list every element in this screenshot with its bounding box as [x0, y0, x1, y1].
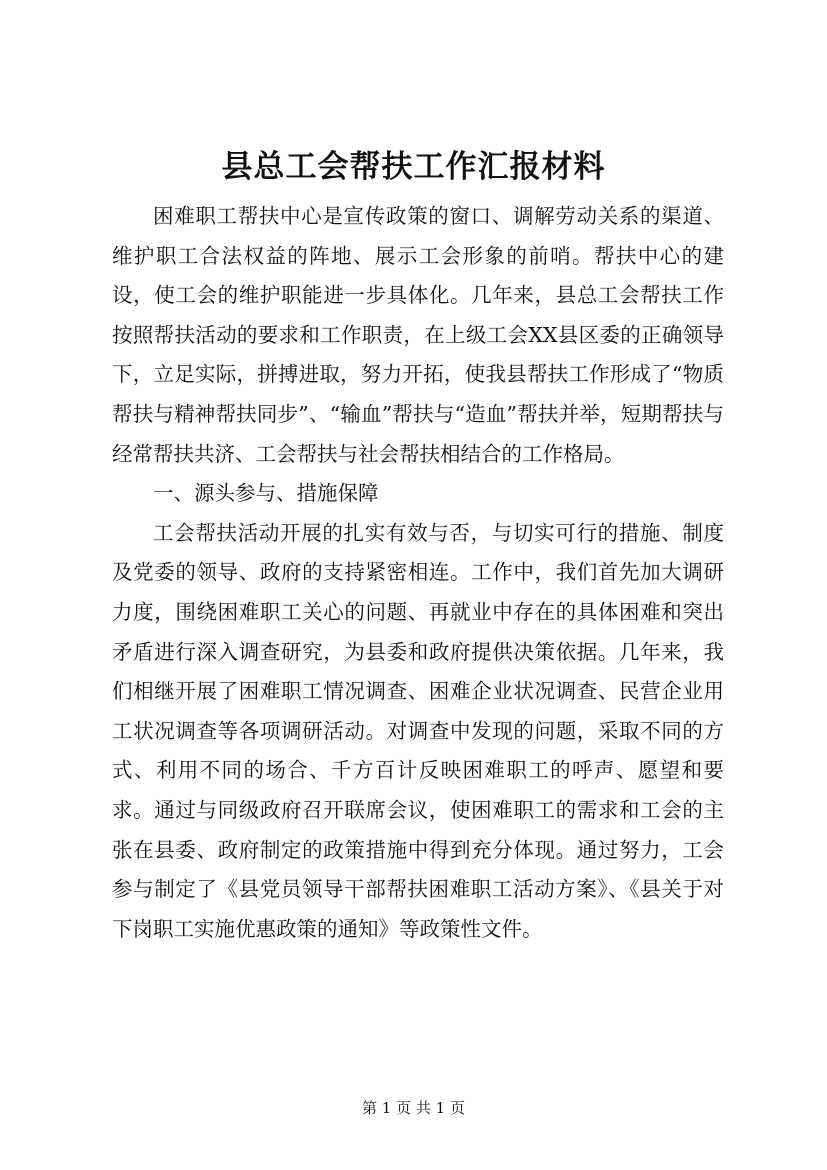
intro-paragraph: 困难职工帮扶中心是宣传政策的窗口、调解劳动关系的渠道、维护职工合法权益的阵地、展示工会形象的前哨。帮扶中心的建设，使工会的维护职能进一步具体化。几年来，县总工会帮扶工作按照帮扶活动的要求和工作职责，在上级工会XX县区委的正确领导下，立足实际，拼搏进取，努力开拓，使我县帮扶工作形成了“物质帮扶与精神帮扶同步”、“输血”帮扶与“造血”帮扶并举，短期帮扶与经常帮扶共济、工会帮扶与社会帮扶相结合的工作格局。 [112, 204, 724, 466]
page-number-footer: 第 1 页 共 1 页 [362, 1099, 465, 1117]
section-heading: 一、源头参与、措施保障 [153, 481, 379, 506]
document-body [112, 197, 724, 949]
document-title: 县总工会帮扶工作汇报材料 [221, 149, 606, 185]
section-paragraph: 工会帮扶活动开展的扎实有效与否，与切实可行的措施、制度及党委的领导、政府的支持紧密相连。工作中，我们首先加大调研力度，围绕困难职工关心的问题、再就业中存在的具体困难和突出矛盾进行深入调查研究，为县委和政府提供决策依据。几年来，我们相继开展了困难职工情况调查、困难企业状况调查、民营企业用工状况调查等各项调研活动。对调查中发现的问题，采取不同的方式、利用不同的场合、千方百计反映困难职工的呼声、愿望和要求。通过与同级政府召开联席会议，使困难职工的需求和工会的主张在县委、政府制定的政策措施中得到充分体现。通过努力，工会参与制定了《县党员领导干部帮扶困难职工活动方案》、《县关于对下岗职工实施优惠政策的通知》等政策性文件。 [112, 520, 724, 941]
